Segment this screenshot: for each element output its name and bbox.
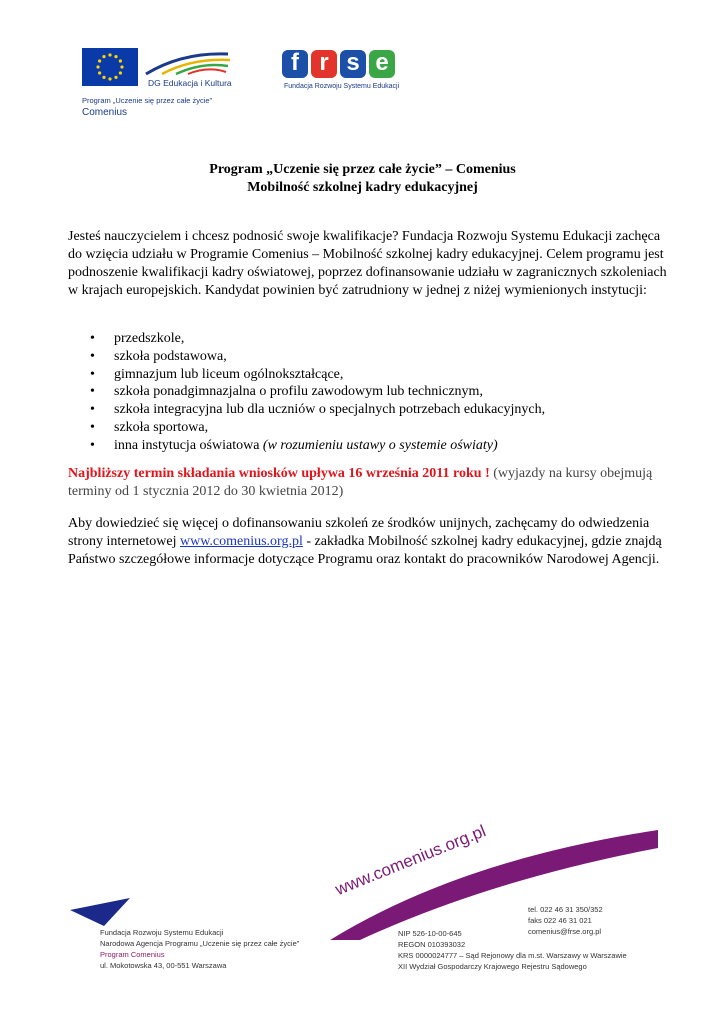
eu-program-label: Program „Uczenie się przez całe życie” — [82, 96, 213, 105]
frse-letter-e: e — [369, 50, 395, 78]
footer-program: Program Comenius — [100, 950, 165, 959]
legal-note: (w rozumieniu ustawy o systemie oświaty) — [262, 437, 498, 453]
eu-flag-icon — [82, 48, 138, 86]
eu-dg-label: DG Edukacja i Kultura — [148, 78, 232, 88]
list-item: przedszkole, — [114, 331, 185, 346]
frse-letter-s: s — [340, 50, 366, 78]
page-subtitle: Mobilność szkolnej kadry edukacyjnej — [247, 180, 478, 195]
footer-fax: faks 022 46 31 021 — [528, 916, 592, 925]
footer-regon: REGON 010393032 — [398, 940, 466, 949]
page-title: Program „Uczenie się przez całe życie” – Comenius — [209, 162, 516, 177]
llp-swoosh-icon — [142, 48, 232, 78]
info-paragraph: Aby dowiedzieć się więcej o dofinansowaniu szkoleń ze środków unijnych, zachęcamy do odwiedzenia strony internetowej www.comenius.org.pl - zakładka Mobilność szkolnej kadry edukacyjnej, gdzie znajdą Państwo szczegółowe informacje dotyczące Programu oraz kontakt do pracowników Narodowej Agencji. — [68, 516, 662, 567]
list-item: szkoła integracyjna lub dla uczniów o specjalnych potrzebach edukacyjnych, — [114, 402, 546, 418]
frse-subtitle: Fundacja Rozwoju Systemu Edukacji — [284, 83, 400, 90]
footer-org: Fundacja Rozwoju Systemu Edukacji — [100, 928, 224, 937]
list-item: szkoła sportowa, — [114, 419, 209, 435]
frse-letter-r: r — [311, 50, 337, 78]
intro-paragraph: Jesteś nauczycielem i chcesz podnosić swoje kwalifikacje? Fundacja Rozwoju Systemu Edukacji zachęca do wzięcia udziału w Programie Comenius – Mobilność szkolnej kadry edukacyjnej. Celem programu jest podnoszenie kwalifikacji kadry oświatowej, poprzez dofinansowanie udziału w zagranicznych szkoleniach w krajach europejskich. Kandydat powinien być zatrudniony w jednej z niżej wymienionych instytucji: — [68, 229, 667, 298]
list-item: gimnazjum lub liceum ogólnokształcące, — [114, 366, 344, 382]
list-item: szkoła podstawowa, — [114, 348, 227, 364]
eu-llp-logo — [82, 48, 232, 120]
list-item: inna instytucja oświatowa (w rozumieniu ustawy o systemie oświaty) — [114, 437, 498, 453]
footer-address: ul. Mokotowska 43, 00-551 Warszawa — [100, 961, 227, 970]
comenius-website-link[interactable]: www.comenius.org.pl — [179, 534, 303, 549]
list-item: szkoła ponadgimnazjalna o profilu zawodowym lub technicznym, — [114, 384, 483, 400]
deadline-paragraph — [68, 465, 668, 501]
eu-comenius-label: Comenius — [82, 107, 128, 118]
footer-email: comenius@frse.org.pl — [528, 927, 602, 936]
frse-letter-f: f — [282, 50, 308, 78]
footer-krs: KRS 0000024777 – Sąd Rejonowy dla m.st. Warszawy w Warszawie — [398, 951, 627, 960]
deadline-details: (wyjazdy na kursy obejmują terminy od 1 stycznia 2012 do 30 kwietnia 2012) — [68, 466, 653, 499]
footer-agency: Narodowa Agencja Programu „Uczenie się przez całe życie” — [100, 939, 300, 948]
institution-list — [68, 330, 668, 455]
footer-phone: tel. 022 46 31 350/352 — [528, 905, 603, 914]
footer-website: www.comenius.org.pl — [332, 821, 489, 900]
frse-logo — [282, 50, 412, 100]
footer-court: XII Wydział Gospodarczy Krajowego Rejestru Sądowego — [398, 962, 587, 971]
footer-nip: NIP 526-10-00-645 — [398, 929, 462, 938]
deadline-highlight: Najbliższy termin składania wniosków upływa 16 września 2011 roku ! — [68, 466, 490, 481]
